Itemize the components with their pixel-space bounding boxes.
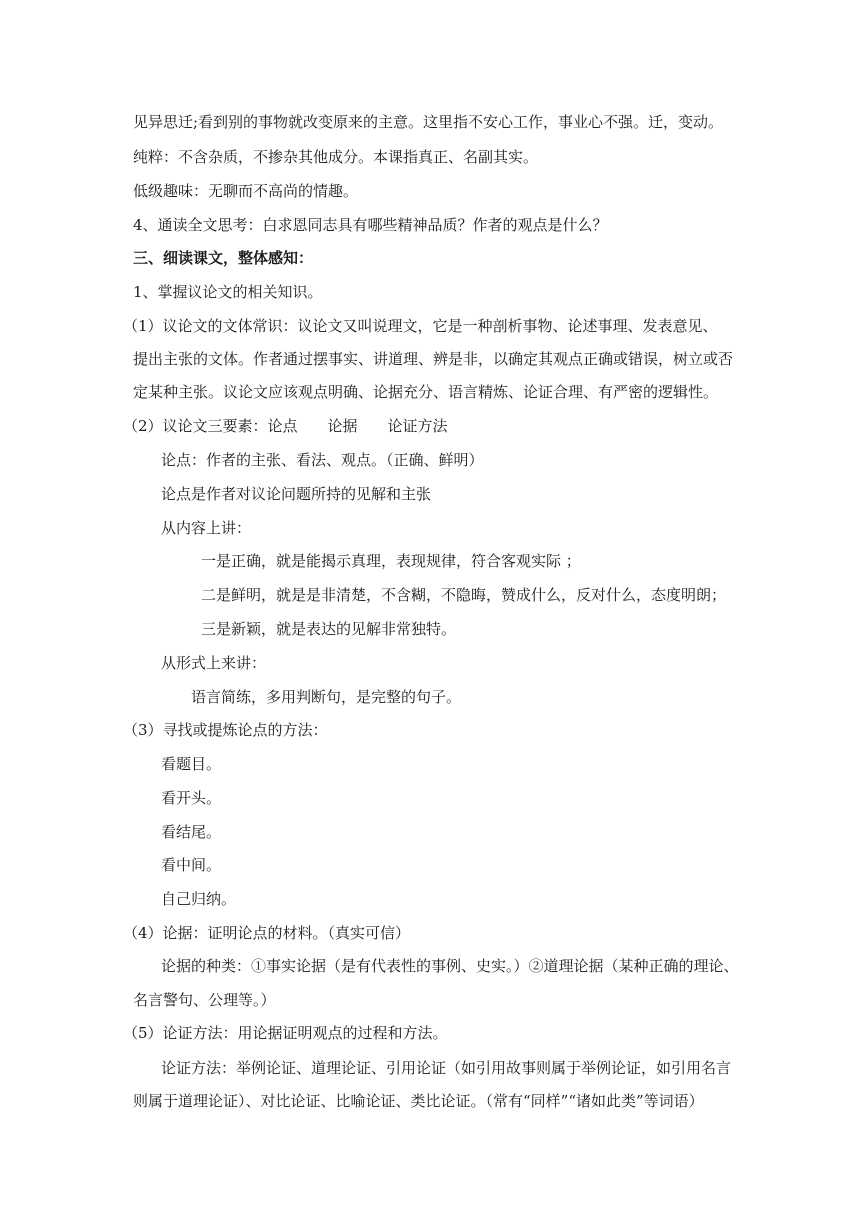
text-line: 自己归纳。	[161, 890, 237, 908]
section-heading: 三、细读课文，整体感知：	[133, 249, 314, 267]
text-line: 三是新颖，就是表达的见解非常独特。	[201, 620, 457, 638]
text-line: 低级趣味：无聊而不高尚的情趣。	[133, 182, 359, 200]
text-line: 4、通读全文思考：白求恩同志具有哪些精神品质？作者的观点是什么？	[133, 216, 608, 234]
text-line: 纯粹：不含杂质，不掺杂其他成分。本课指真正、名副其实。	[133, 148, 539, 166]
text-line: 论证方法：举例论证、道理论证、引用论证（如引用故事则属于举例论证，如引用名言	[161, 1059, 732, 1077]
text-line: 论点：作者的主张、看法、观点。（正确、鲜明）	[161, 451, 484, 469]
text-line: 二是鲜明，就是是非清楚，不含糊，不隐晦，赞成什么，反对什么，态度明朗；	[201, 586, 727, 604]
text-line: 定某种主张。议论文应该观点明确、论据充分、语言精炼、论证合理、有严密的逻辑性。	[133, 383, 719, 401]
text-line: 一是正确，就是能揭示真理，表现规律，符合客观实际 ；	[201, 552, 581, 570]
text-line: 看题目。	[161, 755, 222, 773]
text-line: （2）议论文三要素：论点 论据 论证方法	[123, 417, 448, 435]
text-line: 从内容上讲：	[161, 519, 252, 537]
text-line: 论据的种类：①事实论据（是有代表性的事例、史实。）②道理论据（某种正确的理论、	[161, 957, 739, 975]
text-line: （5）论证方法：用论据证明观点的过程和方法。	[123, 1024, 448, 1042]
text-line: 见异思迁;看到别的事物就改变原来的主意。这里指不安心工作，事业心不强。迁，变动。	[133, 113, 724, 131]
text-line: 看开头。	[161, 789, 222, 807]
text-line: （4）论据：证明论点的材料。（真实可信）	[123, 924, 411, 942]
text-line: 名言警句、公理等。）	[133, 991, 276, 1009]
text-line: 语言简练，多用判断句，是完整的句子。	[191, 688, 462, 706]
text-line: 从形式上来讲：	[161, 654, 267, 672]
text-line: 看中间。	[161, 856, 222, 874]
text-line: （3）寻找或提炼论点的方法：	[123, 721, 328, 739]
text-line: 1、掌握议论文的相关知识。	[133, 283, 323, 301]
text-line: 则属于道理论证）、对比论证、比喻论证、类比论证。（常有“同样”“诸如此类”等词语）	[133, 1092, 704, 1110]
text-line: （1）议论文的文体常识：议论文又叫说理文，它是一种剖析事物、论述事理、发表意见、	[123, 317, 718, 335]
text-line: 论点是作者对议论问题所持的见解和主张	[161, 485, 432, 503]
text-line: 提出主张的文体。作者通过摆事实、讲道理、辨是非，以确定其观点正确或错误，树立或否	[133, 350, 734, 368]
text-line: 看结尾。	[161, 823, 222, 841]
